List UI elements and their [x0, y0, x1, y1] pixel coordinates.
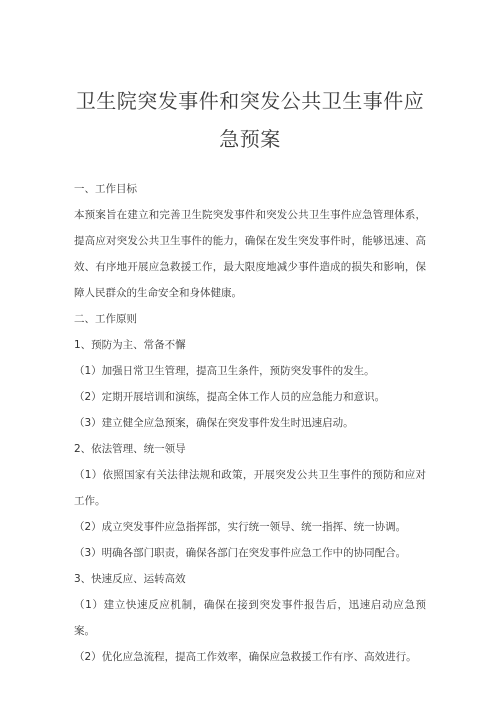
- principle-item-2-2: （2）成立突发事件应急指挥部，实行统一领导、统一指挥、统一协调。: [74, 521, 407, 533]
- section-heading-goal: 一、工作目标: [74, 183, 137, 195]
- section-heading-principles: 二、工作原则: [74, 313, 137, 325]
- principle-item-1-1: （1）加强日常卫生管理，提高卫生条件，预防突发事件的发生。: [74, 365, 375, 377]
- principle-item-3-1: （1）建立快速反应机制，确保在接到突发事件报告后，迅速启动应急预案。: [74, 599, 426, 637]
- document-body: [74, 176, 426, 670]
- principle-heading-3: 3、快速反应、运转高效: [74, 573, 186, 585]
- document-title: 卫生院突发事件和突发公共卫生事件应急预案: [75, 89, 425, 151]
- principle-item-1-3: （3）建立健全应急预案，确保在突发事件发生时迅速启动。: [74, 417, 354, 429]
- principle-item-2-3: （3）明确各部门职责，确保各部门在突发事件应急工作中的协同配合。: [74, 547, 407, 559]
- goal-paragraph: 本预案旨在建立和完善卫生院突发事件和突发公共卫生事件应急管理体系，提高应对突发公共卫生事件的能力，确保在发生突发事件时，能够迅速、高效、有序地开展应急救援工作，最大限度地减少事件造成的损失和影响，保障人民群众的生命安全和身体健康。: [74, 209, 426, 299]
- principle-item-3-2: （2）优化应急流程，提高工作效率，确保应急救援工作有序、高效进行。: [74, 651, 417, 663]
- principle-heading-1: 1、预防为主、常备不懈: [74, 339, 186, 351]
- principle-heading-2: 2、依法管理、统一领导: [74, 443, 186, 455]
- principle-item-1-2: （2）定期开展培训和演练，提高全体工作人员的应急能力和意识。: [74, 391, 386, 403]
- principle-item-2-1: （1）依照国家有关法律法规和政策，开展突发公共卫生事件的预防和应对工作。: [74, 469, 426, 507]
